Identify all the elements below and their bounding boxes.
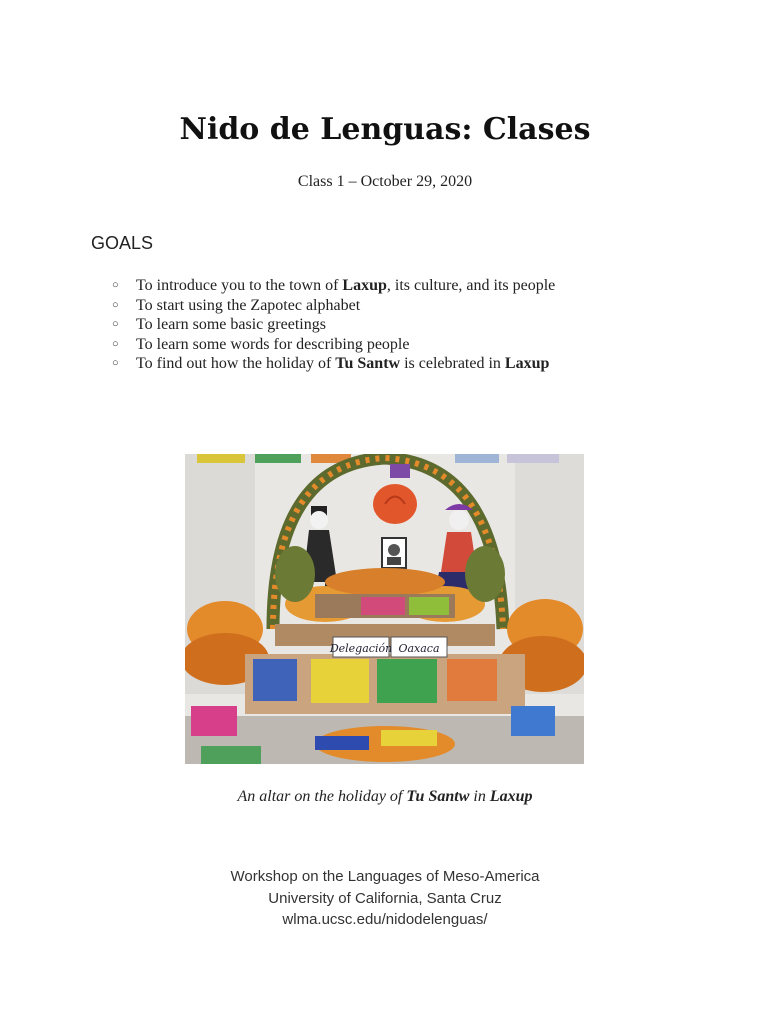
bullet-icon: ○ xyxy=(112,279,119,291)
goal-text: To start using the Zapotec alphabet xyxy=(136,296,361,314)
goal-item xyxy=(112,335,555,355)
page-title: Nido de Lenguas: Clases xyxy=(179,112,591,147)
goal-item xyxy=(112,315,555,335)
footer-university: University of California, Santa Cruz xyxy=(268,889,502,907)
goal-text: To introduce you to the town of xyxy=(136,277,343,294)
goal-text: is celebrated in xyxy=(400,355,505,372)
goal-text: To learn some words for describing people xyxy=(136,335,410,353)
sign-left-text: Delegación xyxy=(329,642,393,655)
goals-heading: GOALS xyxy=(91,233,154,253)
goal-text: To find out how the holiday of xyxy=(136,355,336,372)
footer-url: wlma.ucsc.edu/nidodelenguas/ xyxy=(282,911,488,928)
altar-photo xyxy=(185,454,584,764)
altar-sign xyxy=(329,637,447,657)
photo-caption xyxy=(0,788,770,806)
goal-item xyxy=(112,276,555,296)
goal-keyword: Laxup xyxy=(504,355,550,372)
caption-keyword: Tu Santw xyxy=(406,788,470,805)
framed-portrait xyxy=(382,538,406,568)
bullet-icon: ○ xyxy=(112,298,119,311)
goal-keyword: Tu Santw xyxy=(335,355,401,372)
sign-right-text: Oaxaca xyxy=(398,642,440,655)
bullet-icon: ○ xyxy=(112,318,119,330)
class-date: Class 1 – October 29, 2020 xyxy=(297,173,473,190)
goal-text: , its culture, and its people xyxy=(386,277,556,294)
bullet-icon: ○ xyxy=(112,357,119,369)
goal-item xyxy=(112,354,555,374)
goal-item xyxy=(112,296,555,316)
caption-keyword: Laxup xyxy=(489,788,533,805)
goal-keyword: Laxup xyxy=(342,277,387,294)
footer-workshop: Workshop on the Languages of Meso-America xyxy=(230,868,540,885)
goal-text: To learn some basic greetings xyxy=(136,316,326,333)
footer xyxy=(0,866,770,931)
bullet-icon: ○ xyxy=(112,337,119,350)
caption-text: in xyxy=(469,788,490,805)
goals-list xyxy=(112,276,555,374)
caption-text: An altar on the holiday of xyxy=(237,788,407,805)
